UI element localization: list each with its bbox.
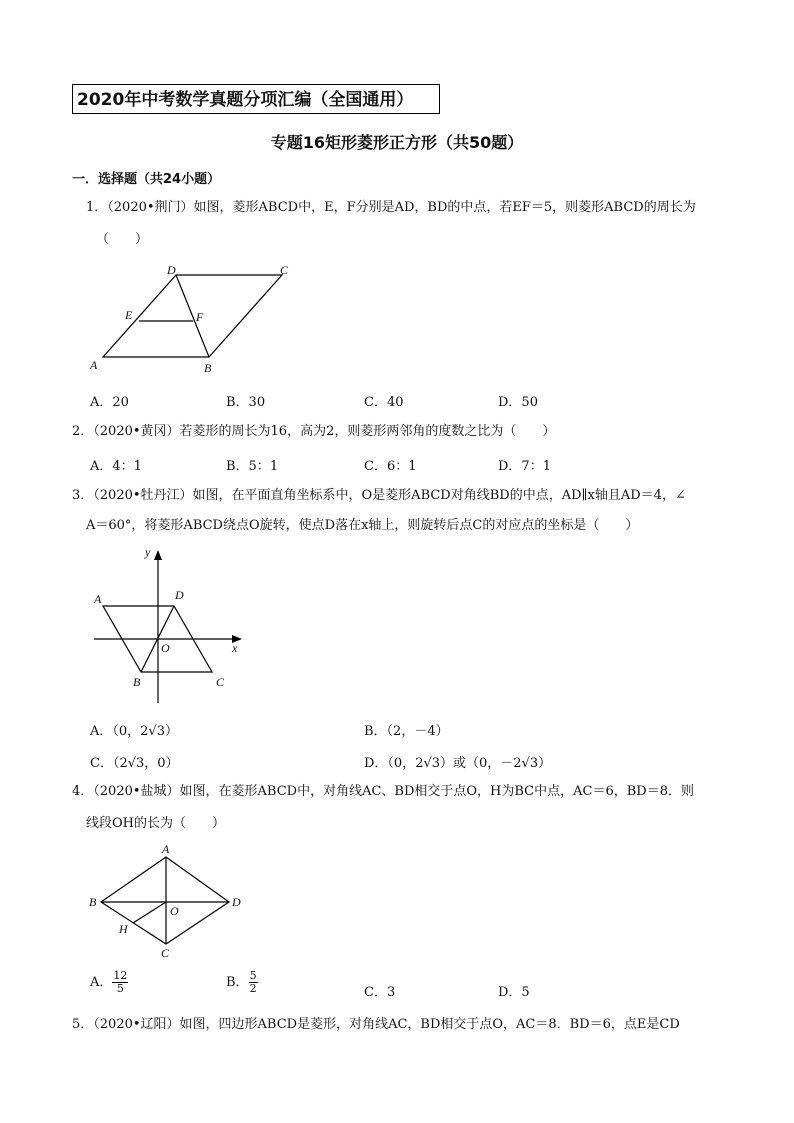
- q4-label-a: A: [162, 842, 170, 856]
- q4-fraction-b-num: 5: [249, 969, 257, 982]
- q4-option-a-letter: A．: [90, 975, 113, 990]
- question-5-text: 5．（2020•辽阳）如图，四边形ABCD是菱形，对角线AC，BD相交于点O，AC＝8．BD＝6，点E是CD: [72, 1017, 680, 1032]
- q4-option-b-fraction: [249, 970, 258, 995]
- q4-option-c[interactable]: C．3: [364, 985, 396, 1000]
- q4-option-d[interactable]: D．5: [498, 985, 530, 1000]
- question-4-text-line1: 4．（2020•盐城）如图，在菱形ABCD中，对角线AC、BD相交于点O，H为BC中点，AC＝6，BD＝8．则: [72, 784, 694, 799]
- q2-option-c[interactable]: C．6：1: [364, 459, 417, 474]
- q3-label-o: O: [161, 641, 170, 655]
- q4-option-b-letter: B．: [226, 975, 249, 990]
- q1-label-b: B: [204, 361, 212, 375]
- q1-label-e: E: [125, 308, 133, 322]
- q3-option-c[interactable]: C．（2√3，0）: [90, 756, 179, 771]
- q4-option-a-fraction: [112, 970, 128, 995]
- q3-option-a[interactable]: A．（0，2√3）: [90, 724, 178, 739]
- q1-label-f: F: [196, 310, 204, 324]
- q4-option-b[interactable]: [226, 970, 258, 995]
- question-4-text-line2: 线段OH的长为（ ）: [86, 816, 225, 831]
- question-3-text-line1: 3．（2020•牡丹江）如图，在平面直角坐标系中，O是菱形ABCD对角线BD的中点，AD∥x轴且AD＝4，∠: [72, 488, 686, 503]
- q3-axis-x-label: x: [232, 641, 238, 655]
- q1-label-a: A: [90, 358, 98, 372]
- section-heading: 一．选择题（共24小题）: [72, 172, 221, 187]
- q2-option-a[interactable]: A．4：1: [90, 459, 142, 474]
- series-title: 2020年中考数学真题分项汇编（全国通用）: [72, 84, 440, 114]
- question-1-text: 1．（2020•荆门）如图，菱形ABCD中，E，F分别是AD，BD的中点，若EF＝5，则菱形ABCD的周长为: [86, 200, 696, 215]
- q4-label-b: B: [89, 895, 97, 909]
- q1-option-c[interactable]: C．40: [364, 395, 404, 410]
- q3-option-d[interactable]: D．（0，2√3）或（0，－2√3）: [364, 756, 552, 771]
- q3-label-c: C: [216, 675, 225, 689]
- q4-fraction-a-den: 5: [116, 982, 124, 995]
- question-1-answer-blank: （ ）: [96, 232, 149, 247]
- q4-option-a[interactable]: [90, 970, 128, 995]
- q4-fraction-b-den: 2: [249, 982, 257, 995]
- q3-label-b: B: [133, 675, 141, 689]
- page-title: 专题16矩形菱形正方形（共50题）: [270, 133, 524, 152]
- q3-label-a: A: [94, 592, 102, 606]
- q4-label-h: H: [119, 922, 128, 936]
- q4-fraction-a-num: 12: [113, 969, 128, 982]
- q4-label-c: C: [161, 946, 170, 960]
- question-2-text: 2．（2020•黄冈）若菱形的周长为16，高为2，则菱形两邻角的度数之比为（ ）: [72, 424, 556, 439]
- q1-option-b[interactable]: B．30: [226, 395, 266, 410]
- question-3-text-line2: A＝60°，将菱形ABCD绕点O旋转，使点D落在x轴上，则旋转后点C的对应点的坐标是（ ）: [86, 518, 639, 533]
- q3-option-b[interactable]: B．（2，－4）: [364, 724, 449, 739]
- q2-option-d[interactable]: D．7：1: [498, 459, 551, 474]
- q1-option-d[interactable]: D．50: [498, 395, 538, 410]
- q4-label-o: O: [170, 904, 179, 918]
- q4-label-d: D: [232, 895, 241, 909]
- q3-axis-y-label: y: [145, 545, 151, 559]
- q1-label-d: D: [167, 263, 176, 277]
- q3-label-d: D: [175, 588, 184, 602]
- q2-option-b[interactable]: B．5：1: [226, 459, 279, 474]
- q1-label-c: C: [280, 263, 289, 277]
- q1-option-a[interactable]: A．20: [90, 395, 129, 410]
